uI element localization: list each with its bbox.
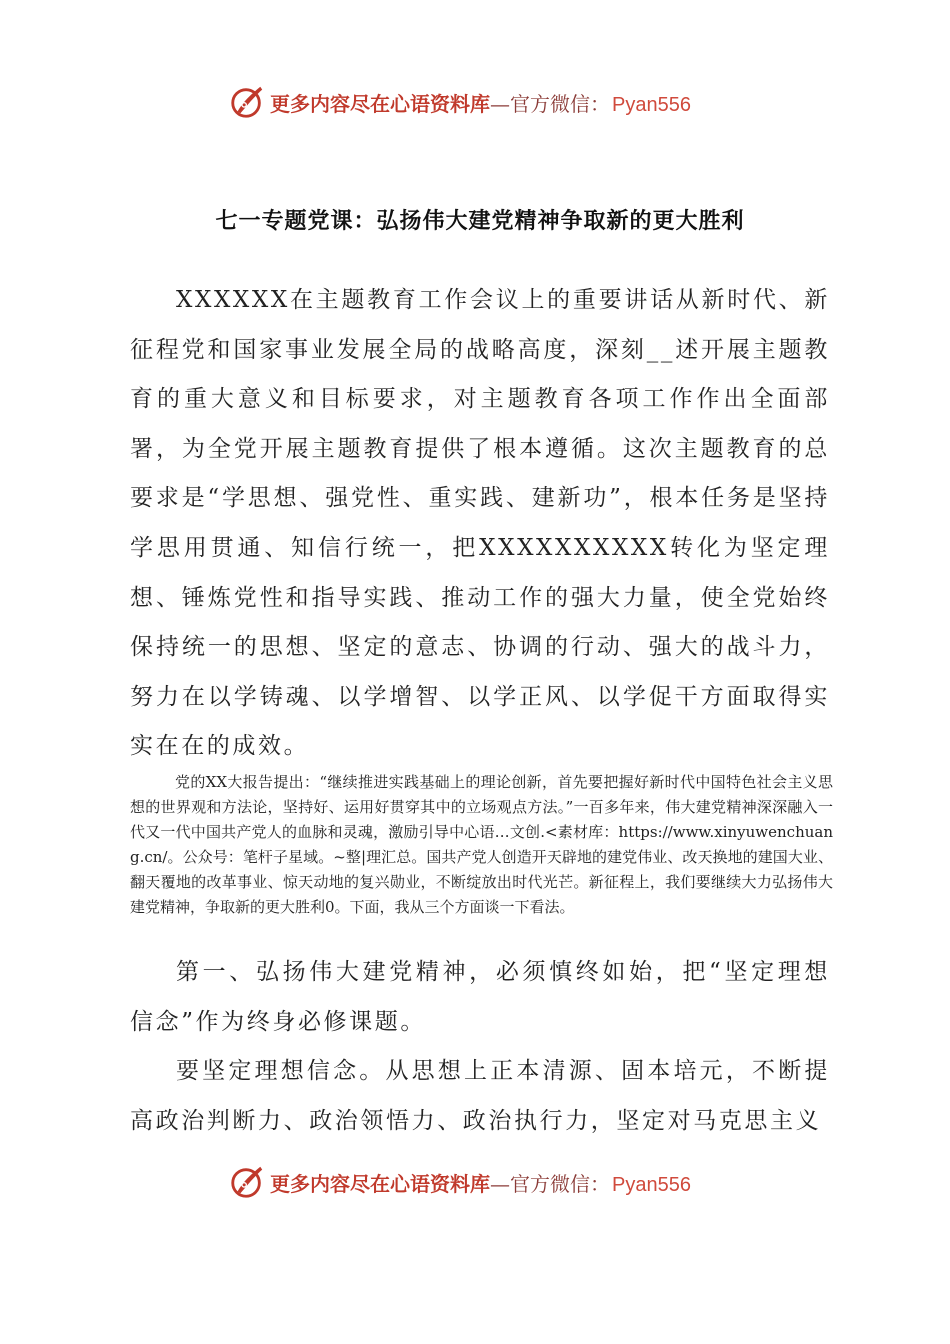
banner-main-text: 更多内容尽在心语资料库	[270, 91, 490, 116]
header-banner[interactable]	[228, 82, 748, 122]
banner-wechat-id: Pyan556	[612, 1173, 691, 1196]
banner-sub-text: —官方微信：	[490, 91, 610, 116]
banner-main-text: 更多内容尽在心语资料库	[270, 1171, 490, 1196]
banner-wechat-id: Pyan556	[612, 93, 691, 116]
banner-text	[270, 1168, 691, 1197]
intro-paragraph: XXXXXX在主题教育工作会议上的重要讲话从新时代、新征程党和国家事业发展全局的战略高度，深刻__述开展主题教育的重大意义和目标要求，对主题教育各项工作作出全面部署，为全党开展主题教育提供了根本遵循。这次主题教育的总要求是“学思想、强党性、重实践、建新功”，根本任务是坚持学思用贯通、知信行统一，把XXXXXXXXXX转化为坚定理想、锤炼党性和指导实践、推动工作的强大力量，使全党始终保持统一的思想、坚定的意志、协调的行动、强大的战斗力，努力在以学铸魂、以学增智、以学正风、以学促干方面取得实实在在的成效。	[130, 287, 830, 760]
document-title: 七一专题党课：弘扬伟大建党精神争取新的更大胜利	[215, 208, 745, 234]
section-heading-paragraph: 第一、弘扬伟大建党精神，必须慎终如始，把“坚定理想信念”作为终身必修课题。	[130, 959, 830, 1035]
brush-logo-icon	[228, 1163, 266, 1201]
banner-text	[270, 88, 691, 117]
small-text-paragraph: 党的XX大报告提出：“继续推进实践基础上的理论创新，首先要把握好新时代中国特色社会主义思想的世界观和方法论，坚持好、运用好贯穿其中的立场观点方法。”一百多年来，伟大建党精神深深融入一代又一代中国共产党人的血脉和灵魂，激励引导中心语…文创.<素材库：https://www.xinyuwenchuang.cn/。公众号：笔杆子星域。~整|理汇总。国共产党人创造开天辟地的建党伟业、改天换地的建国大业、翻天覆地的改革事业、惊天动地的复兴勋业，不断绽放出时代光芒。新征程上，我们要继续大力弘扬伟大建党精神，争取新的更大胜利0。下面，我从三个方面谈一下看法。	[130, 773, 833, 916]
banner-sub-text: —官方微信：	[490, 1171, 610, 1196]
section-body-paragraph: 要坚定理想信念。从思想上正本清源、固本培元，不断提高政治判断力、政治领悟力、政治执行力，坚定对马克思主义	[130, 1058, 830, 1134]
brush-logo-icon	[228, 83, 266, 121]
footer-banner[interactable]	[228, 1162, 748, 1202]
